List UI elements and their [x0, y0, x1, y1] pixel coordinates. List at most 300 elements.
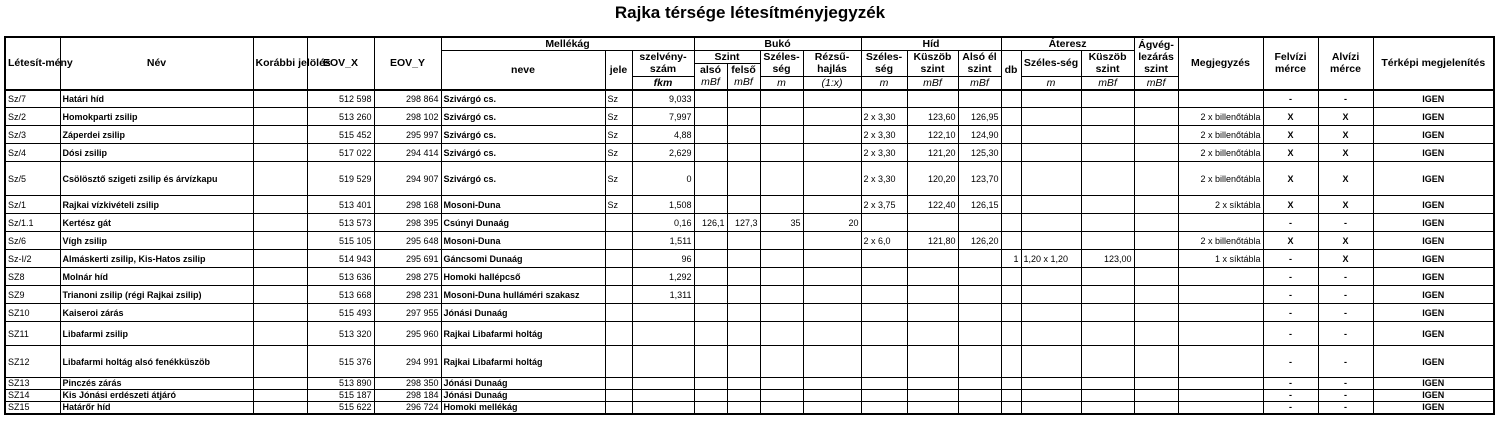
cell-fkm: 1,292 — [632, 268, 694, 286]
col-mellekag-jele: jele — [605, 51, 632, 90]
cell-agveg — [1134, 232, 1178, 250]
cell-megj: 2 x billenőtábla — [1178, 162, 1263, 196]
table-row — [5, 196, 1494, 214]
cell-h-kusz — [907, 322, 958, 346]
cell-alvizi: - — [1318, 304, 1373, 322]
cell-megj — [1178, 402, 1263, 414]
cell-id: Sz/4 — [5, 144, 60, 162]
cell-ag: Jónási Dunaág — [441, 390, 605, 402]
col-alvizi: Alvízi mérce — [1318, 37, 1373, 90]
cell-a-kusz — [1081, 304, 1134, 322]
cell-felvizi: X — [1263, 196, 1318, 214]
unit-rezsuhajlas: (1:x) — [803, 76, 861, 90]
cell-prev — [253, 126, 307, 144]
cell-h-sz — [861, 268, 907, 286]
table-row — [5, 346, 1494, 378]
cell-jele: Sz — [605, 90, 632, 108]
cell-a-kusz — [1081, 378, 1134, 390]
cell-name: Határőr híd — [60, 402, 253, 414]
cell-terkep: IGEN — [1373, 126, 1494, 144]
cell-megj — [1178, 268, 1263, 286]
cell-rezsu — [803, 402, 861, 414]
cell-b-sz — [760, 108, 803, 126]
cell-a-sz — [1021, 162, 1081, 196]
cell-ag: Mosoni-Duna hulláméri szakasz — [441, 286, 605, 304]
cell-a-sz — [1021, 232, 1081, 250]
cell-x: 513 320 — [307, 322, 374, 346]
cell-felvizi: X — [1263, 108, 1318, 126]
cell-terkep: IGEN — [1373, 232, 1494, 250]
cell-felvizi: - — [1263, 322, 1318, 346]
cell-a-kusz — [1081, 196, 1134, 214]
cell-megj — [1178, 90, 1263, 108]
cell-x: 513 890 — [307, 378, 374, 390]
cell-h-also — [958, 214, 1001, 232]
cell-h-sz — [861, 304, 907, 322]
cell-h-sz — [861, 286, 907, 304]
cell-fkm: 1,311 — [632, 286, 694, 304]
cell-rezsu: 20 — [803, 214, 861, 232]
cell-rezsu — [803, 162, 861, 196]
cell-megj: 2 x billenőtábla — [1178, 126, 1263, 144]
cell-fkm — [632, 322, 694, 346]
cell-agveg — [1134, 378, 1178, 390]
cell-fkm: 1,511 — [632, 232, 694, 250]
cell-a-kusz — [1081, 90, 1134, 108]
cell-jele — [605, 304, 632, 322]
cell-alvizi: - — [1318, 378, 1373, 390]
cell-a-sz — [1021, 196, 1081, 214]
cell-fkm: 2,629 — [632, 144, 694, 162]
unit-buko-felso: mBf — [727, 76, 760, 90]
cell-a-sz: 1,20 x 1,20 — [1021, 250, 1081, 268]
cell-y: 298 350 — [374, 378, 441, 390]
cell-jele: Sz — [605, 196, 632, 214]
table-row — [5, 286, 1494, 304]
cell-name: Dósi zsilip — [60, 144, 253, 162]
cell-a-db — [1001, 378, 1021, 390]
cell-name: Libafarmi zsilip — [60, 322, 253, 346]
cell-alvizi: - — [1318, 346, 1373, 378]
cell-b-also — [694, 162, 727, 196]
cell-a-db: 1 — [1001, 250, 1021, 268]
cell-prev — [253, 108, 307, 126]
cell-b-also — [694, 126, 727, 144]
cell-agveg — [1134, 90, 1178, 108]
cell-name: Csölösztő szigeti zsilip és árvízkapu — [60, 162, 253, 196]
cell-name: Záperdei zsilip — [60, 126, 253, 144]
cell-agveg — [1134, 126, 1178, 144]
table-row — [5, 232, 1494, 250]
unit-ateresz-kuszob: mBf — [1081, 76, 1134, 90]
cell-id: Sz/6 — [5, 232, 60, 250]
cell-terkep: IGEN — [1373, 268, 1494, 286]
cell-b-felso — [727, 402, 760, 414]
cell-y: 298 184 — [374, 390, 441, 402]
col-buko-szint: Szint — [694, 51, 760, 64]
cell-x: 515 622 — [307, 402, 374, 414]
cell-fkm — [632, 402, 694, 414]
cell-agveg — [1134, 346, 1178, 378]
col-buko-szelesseg: Széles-ség — [760, 51, 803, 77]
cell-h-sz — [861, 214, 907, 232]
cell-a-db — [1001, 196, 1021, 214]
cell-a-kusz — [1081, 126, 1134, 144]
cell-b-sz — [760, 268, 803, 286]
cell-b-felso — [727, 390, 760, 402]
cell-jele — [605, 378, 632, 390]
cell-prev — [253, 346, 307, 378]
cell-a-sz — [1021, 378, 1081, 390]
cell-a-sz — [1021, 390, 1081, 402]
cell-b-also — [694, 322, 727, 346]
cell-a-db — [1001, 126, 1021, 144]
cell-a-db — [1001, 108, 1021, 126]
cell-id: SZ12 — [5, 346, 60, 378]
cell-h-sz — [861, 250, 907, 268]
cell-ag: Szivárgó cs. — [441, 90, 605, 108]
table-row — [5, 162, 1494, 196]
cell-megj: 2 x billenőtábla — [1178, 108, 1263, 126]
cell-a-kusz — [1081, 390, 1134, 402]
cell-id: SZ11 — [5, 322, 60, 346]
cell-terkep: IGEN — [1373, 108, 1494, 126]
cell-agveg — [1134, 304, 1178, 322]
cell-x: 517 022 — [307, 144, 374, 162]
cell-a-kusz — [1081, 346, 1134, 378]
cell-b-sz — [760, 304, 803, 322]
cell-name: Pinczés zárás — [60, 378, 253, 390]
cell-b-felso — [727, 126, 760, 144]
cell-name: Homokparti zsilip — [60, 108, 253, 126]
cell-terkep: IGEN — [1373, 390, 1494, 402]
cell-h-sz — [861, 402, 907, 414]
cell-h-also — [958, 402, 1001, 414]
table-row — [5, 390, 1494, 402]
cell-b-sz — [760, 196, 803, 214]
cell-agveg — [1134, 402, 1178, 414]
col-buko-also: alsó — [694, 64, 727, 77]
cell-a-kusz — [1081, 108, 1134, 126]
cell-ag: Jónási Dunaág — [441, 304, 605, 322]
cell-name: Kaiseroi zárás — [60, 304, 253, 322]
cell-prev — [253, 378, 307, 390]
cell-h-kusz: 122,10 — [907, 126, 958, 144]
cell-felvizi: - — [1263, 378, 1318, 390]
col-eov-y: EOV_Y — [374, 37, 441, 90]
cell-b-felso — [727, 108, 760, 126]
col-ateresz-db: db — [1001, 51, 1021, 90]
cell-prev — [253, 144, 307, 162]
cell-h-sz: 2 x 3,30 — [861, 144, 907, 162]
cell-id: Sz/7 — [5, 90, 60, 108]
cell-h-also: 126,15 — [958, 196, 1001, 214]
cell-a-db — [1001, 286, 1021, 304]
cell-ag: Szivárgó cs. — [441, 162, 605, 196]
cell-y: 295 997 — [374, 126, 441, 144]
cell-jele — [605, 286, 632, 304]
col-ateresz-kuszob: Küszöb szint — [1081, 51, 1134, 77]
col-eov-x: EOV_X — [307, 37, 374, 90]
cell-h-also: 125,30 — [958, 144, 1001, 162]
cell-terkep: IGEN — [1373, 286, 1494, 304]
cell-a-sz — [1021, 214, 1081, 232]
cell-prev — [253, 268, 307, 286]
cell-ag: Homoki hallépcső — [441, 268, 605, 286]
page-title: Rajka térsége létesítményjegyzék — [614, 3, 886, 22]
cell-h-kusz — [907, 214, 958, 232]
cell-fkm: 96 — [632, 250, 694, 268]
cell-id: Sz/2 — [5, 108, 60, 126]
cell-fkm: 4,88 — [632, 126, 694, 144]
table-row — [5, 378, 1494, 390]
cell-ag: Jónási Dunaág — [441, 378, 605, 390]
cell-a-db — [1001, 390, 1021, 402]
cell-alvizi: X — [1318, 108, 1373, 126]
cell-megj — [1178, 390, 1263, 402]
table-row — [5, 402, 1494, 414]
cell-h-also — [958, 90, 1001, 108]
cell-h-also — [958, 304, 1001, 322]
cell-b-also — [694, 268, 727, 286]
cell-b-also — [694, 346, 727, 378]
cell-h-sz — [861, 378, 907, 390]
table-row — [5, 268, 1494, 286]
cell-y: 298 102 — [374, 108, 441, 126]
col-agveg: Ágvég-lezárás szint — [1134, 37, 1178, 76]
cell-a-sz — [1021, 90, 1081, 108]
cell-alvizi: - — [1318, 90, 1373, 108]
cell-felvizi: - — [1263, 402, 1318, 414]
cell-a-kusz — [1081, 268, 1134, 286]
cell-h-sz: 2 x 3,30 — [861, 108, 907, 126]
cell-megj — [1178, 378, 1263, 390]
cell-prev — [253, 390, 307, 402]
cell-megj: 2 x billenőtábla — [1178, 144, 1263, 162]
cell-h-kusz: 123,60 — [907, 108, 958, 126]
cell-terkep: IGEN — [1373, 90, 1494, 108]
table-row — [5, 126, 1494, 144]
table-header — [5, 37, 1494, 90]
group-mellekag: Mellékág — [441, 37, 694, 51]
cell-rezsu — [803, 268, 861, 286]
table-row — [5, 322, 1494, 346]
cell-y: 295 960 — [374, 322, 441, 346]
cell-jele: Sz — [605, 126, 632, 144]
cell-x: 513 636 — [307, 268, 374, 286]
cell-a-db — [1001, 144, 1021, 162]
cell-jele — [605, 214, 632, 232]
cell-agveg — [1134, 322, 1178, 346]
cell-rezsu — [803, 108, 861, 126]
cell-prev — [253, 250, 307, 268]
cell-x: 513 260 — [307, 108, 374, 126]
cell-h-sz: 2 x 6,0 — [861, 232, 907, 250]
cell-alvizi: X — [1318, 232, 1373, 250]
cell-name: Vígh zsilip — [60, 232, 253, 250]
cell-h-sz — [861, 90, 907, 108]
cell-x: 512 598 — [307, 90, 374, 108]
cell-h-kusz: 121,20 — [907, 144, 958, 162]
cell-name: Kis Jónási erdészeti átjáró — [60, 390, 253, 402]
cell-ag: Mosoni-Duna — [441, 232, 605, 250]
cell-h-kusz: 122,40 — [907, 196, 958, 214]
cell-b-sz — [760, 232, 803, 250]
cell-b-felso — [727, 268, 760, 286]
cell-y: 294 991 — [374, 346, 441, 378]
cell-h-also — [958, 322, 1001, 346]
cell-h-also — [958, 286, 1001, 304]
cell-b-felso — [727, 304, 760, 322]
cell-prev — [253, 232, 307, 250]
cell-fkm: 1,508 — [632, 196, 694, 214]
cell-alvizi: - — [1318, 214, 1373, 232]
table-row — [5, 214, 1494, 232]
cell-a-db — [1001, 268, 1021, 286]
cell-id: SZ10 — [5, 304, 60, 322]
cell-terkep: IGEN — [1373, 196, 1494, 214]
cell-a-kusz — [1081, 232, 1134, 250]
cell-felvizi: - — [1263, 268, 1318, 286]
group-buko: Bukó — [694, 37, 861, 51]
cell-rezsu — [803, 144, 861, 162]
cell-h-kusz — [907, 346, 958, 378]
cell-a-db — [1001, 304, 1021, 322]
cell-megj: 2 x billenőtábla — [1178, 232, 1263, 250]
cell-megj: 2 x síktábla — [1178, 196, 1263, 214]
cell-h-sz — [861, 346, 907, 378]
cell-id: SZ13 — [5, 378, 60, 390]
cell-rezsu — [803, 346, 861, 378]
cell-agveg — [1134, 390, 1178, 402]
cell-prev — [253, 322, 307, 346]
cell-megj: 1 x síktábla — [1178, 250, 1263, 268]
cell-agveg — [1134, 214, 1178, 232]
cell-name: Trianoni zsilip (régi Rajkai zsilip) — [60, 286, 253, 304]
cell-b-sz — [760, 378, 803, 390]
cell-ag: Csúnyi Dunaág — [441, 214, 605, 232]
cell-agveg — [1134, 268, 1178, 286]
cell-h-kusz — [907, 402, 958, 414]
cell-ag: Szivárgó cs. — [441, 108, 605, 126]
group-hid: Híd — [861, 37, 1001, 51]
facility-table — [4, 36, 1495, 415]
cell-alvizi: - — [1318, 322, 1373, 346]
cell-a-sz — [1021, 268, 1081, 286]
cell-jele: Sz — [605, 162, 632, 196]
cell-y: 298 168 — [374, 196, 441, 214]
cell-agveg — [1134, 286, 1178, 304]
cell-a-sz — [1021, 322, 1081, 346]
cell-id: SZ8 — [5, 268, 60, 286]
cell-h-sz — [861, 322, 907, 346]
cell-terkep: IGEN — [1373, 346, 1494, 378]
table-row — [5, 108, 1494, 126]
cell-terkep: IGEN — [1373, 402, 1494, 414]
cell-rezsu — [803, 196, 861, 214]
cell-name: Határi híd — [60, 90, 253, 108]
cell-a-sz — [1021, 108, 1081, 126]
cell-agveg — [1134, 144, 1178, 162]
cell-y: 296 724 — [374, 402, 441, 414]
cell-b-also — [694, 90, 727, 108]
cell-b-felso — [727, 196, 760, 214]
cell-ag: Szivárgó cs. — [441, 144, 605, 162]
cell-megj — [1178, 304, 1263, 322]
cell-x: 519 529 — [307, 162, 374, 196]
cell-b-sz — [760, 126, 803, 144]
cell-alvizi: - — [1318, 402, 1373, 414]
cell-b-felso — [727, 378, 760, 390]
cell-terkep: IGEN — [1373, 378, 1494, 390]
cell-b-also — [694, 196, 727, 214]
cell-h-also — [958, 378, 1001, 390]
cell-id: SZ14 — [5, 390, 60, 402]
cell-y: 298 231 — [374, 286, 441, 304]
cell-a-kusz: 123,00 — [1081, 250, 1134, 268]
cell-a-db — [1001, 162, 1021, 196]
cell-jele — [605, 390, 632, 402]
cell-jele — [605, 346, 632, 378]
cell-h-sz: 2 x 3,30 — [861, 126, 907, 144]
cell-fkm — [632, 390, 694, 402]
cell-h-also — [958, 346, 1001, 378]
unit-buko-also: mBf — [694, 76, 727, 90]
cell-b-also — [694, 402, 727, 414]
cell-b-also — [694, 390, 727, 402]
cell-rezsu — [803, 390, 861, 402]
cell-b-felso — [727, 90, 760, 108]
cell-b-sz — [760, 346, 803, 378]
cell-ag: Homoki mellékág — [441, 402, 605, 414]
cell-b-sz — [760, 144, 803, 162]
cell-b-also: 126,1 — [694, 214, 727, 232]
cell-jele — [605, 268, 632, 286]
cell-name: Kertész gát — [60, 214, 253, 232]
col-szelveny: szelvény-szám — [632, 51, 694, 77]
cell-a-sz — [1021, 402, 1081, 414]
cell-fkm: 9,033 — [632, 90, 694, 108]
cell-rezsu — [803, 286, 861, 304]
cell-a-db — [1001, 90, 1021, 108]
cell-alvizi: - — [1318, 286, 1373, 304]
unit-hid-kuszob: mBf — [907, 76, 958, 90]
cell-x: 515 105 — [307, 232, 374, 250]
table-body — [5, 90, 1494, 414]
cell-b-also — [694, 108, 727, 126]
cell-fkm: 7,997 — [632, 108, 694, 126]
cell-felvizi: - — [1263, 250, 1318, 268]
cell-agveg — [1134, 196, 1178, 214]
cell-h-also: 126,20 — [958, 232, 1001, 250]
cell-felvizi: - — [1263, 390, 1318, 402]
cell-h-kusz — [907, 268, 958, 286]
cell-x: 513 668 — [307, 286, 374, 304]
cell-y: 297 955 — [374, 304, 441, 322]
cell-alvizi: - — [1318, 390, 1373, 402]
cell-terkep: IGEN — [1373, 214, 1494, 232]
cell-ag: Gáncsomi Dunaág — [441, 250, 605, 268]
cell-a-db — [1001, 322, 1021, 346]
cell-ag: Rajkai Libafarmi holtág — [441, 346, 605, 378]
cell-terkep: IGEN — [1373, 162, 1494, 196]
col-letesitmeny: Létesít-mény — [5, 37, 60, 90]
cell-b-felso — [727, 346, 760, 378]
cell-megj — [1178, 322, 1263, 346]
cell-jele — [605, 322, 632, 346]
cell-b-also — [694, 286, 727, 304]
cell-id: Sz/1.1 — [5, 214, 60, 232]
